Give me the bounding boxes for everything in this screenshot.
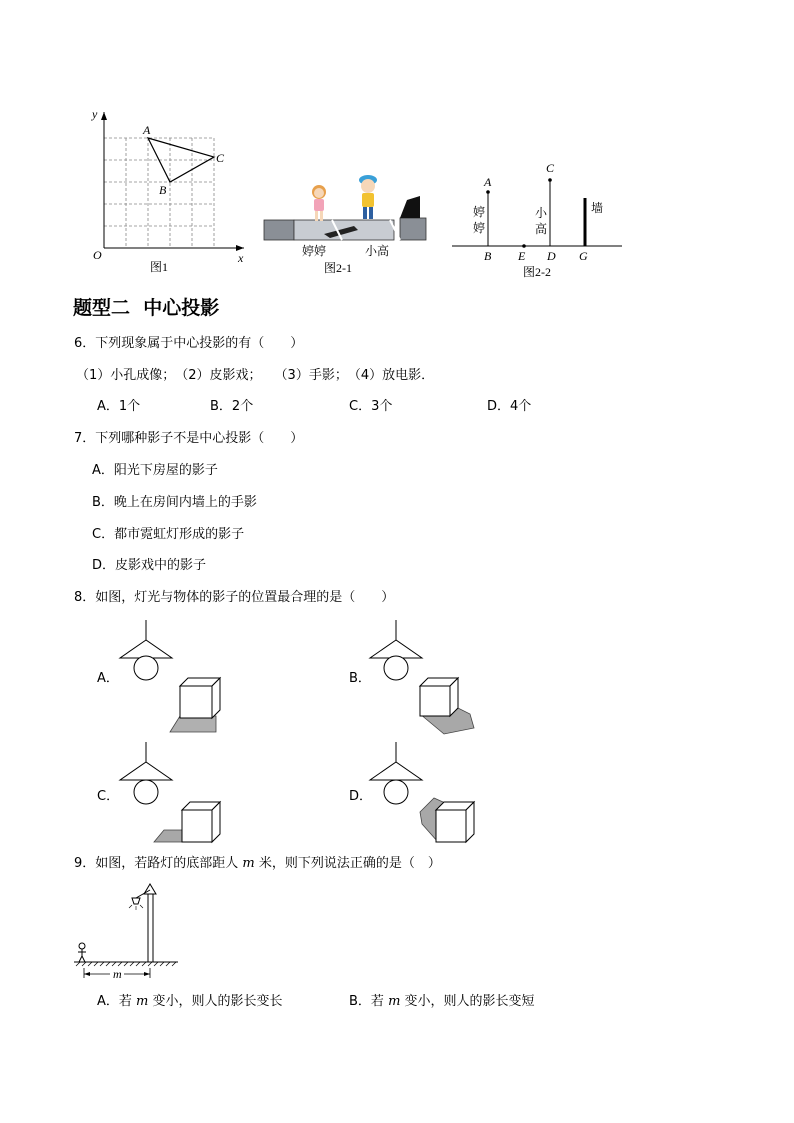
q9-stem-var: m <box>242 856 255 871</box>
fig1-point-a: A <box>143 123 151 137</box>
fig1-point-b: B <box>159 183 167 197</box>
q6-stem: 6．下列现象属于中心投影的有（ ） <box>74 336 304 351</box>
q6-option-d[interactable]: D．4个 <box>487 399 532 414</box>
ground-block-1 <box>264 220 294 240</box>
q9-option-a-pre: A．若 <box>97 994 137 1009</box>
q8-figure-c <box>112 740 232 850</box>
q8-figure-a <box>112 618 232 738</box>
q9-stem-pre: 9．如图，若路灯的底部距人 <box>74 856 243 871</box>
fig21-xiaogao-label: 小高 <box>365 244 390 258</box>
q7-option-c[interactable]: C．都市霓虹灯形成的影子 <box>92 527 245 542</box>
fig22-caption: 图2-2 <box>523 265 551 279</box>
figure-1-grid <box>84 100 254 280</box>
q8-option-a-label[interactable]: A． <box>97 671 119 686</box>
q9-option-b-post: 变小，则人的影长变短 <box>400 994 535 1009</box>
q9-fig-m-label: m <box>113 967 122 980</box>
fig22-wall-label: 墙 <box>591 201 604 215</box>
fig22-point-g: G <box>579 249 588 263</box>
q9-streetlight-figure <box>70 880 182 980</box>
q7-option-d[interactable]: D．皮影戏中的影子 <box>92 558 207 573</box>
q7-option-a[interactable]: A．阳光下房屋的影子 <box>92 463 218 478</box>
q9-option-b-var: m <box>388 994 401 1009</box>
figure-2-1-scene <box>262 168 430 278</box>
q6-option-c[interactable]: C．3个 <box>349 399 393 414</box>
fig22-tingting-label: 婷 婷 <box>473 205 486 235</box>
fig22-point-a: A <box>484 175 492 189</box>
q6-option-b[interactable]: B．2个 <box>210 399 254 414</box>
fig1-x-label: x <box>238 251 244 265</box>
q9-option-b-pre: B．若 <box>349 994 389 1009</box>
fig21-caption: 图2-1 <box>324 261 352 275</box>
fig1-caption: 图1 <box>150 260 169 274</box>
fig22-point-e: E <box>518 249 526 263</box>
fig1-origin-label: O <box>93 248 102 262</box>
q9-option-a-post: 变小，则人的影长变长 <box>148 994 283 1009</box>
q9-option-a-var: m <box>136 994 149 1009</box>
q8-option-b-label[interactable]: B． <box>349 671 371 686</box>
fig22-point-d: D <box>547 249 556 263</box>
fig22-point-c: C <box>546 161 555 175</box>
q6-option-a[interactable]: A．1个 <box>97 399 141 414</box>
q7-stem: 7．下列哪种影子不是中心投影（ ） <box>74 431 304 446</box>
fig21-tingting-label: 婷婷 <box>302 244 327 258</box>
q8-figure-b <box>364 618 484 738</box>
fig22-xiaogao-label: 小 高 <box>535 206 548 236</box>
fig22-point-b: B <box>484 249 492 263</box>
q8-stem: 8．如图，灯光与物体的影子的位置最合理的是（ ） <box>74 590 395 605</box>
q9-option-a[interactable] <box>97 994 283 1010</box>
boy-figure <box>359 175 377 219</box>
q9-option-b[interactable] <box>349 994 535 1010</box>
q8-option-c-label[interactable]: C． <box>97 789 120 804</box>
q9-stem-post: 米，则下列说法正确的是（ ） <box>254 856 441 871</box>
fig1-point-c: C <box>216 151 225 165</box>
wall-block <box>400 196 420 218</box>
ground-block-2 <box>400 218 426 240</box>
section-heading: 题型二 中心投影 <box>73 297 220 319</box>
q7-option-b[interactable]: B．晚上在房间内墙上的手影 <box>92 495 257 510</box>
q6-items: （1）小孔成像； （2）皮影戏； （3）手影； （4）放电影． <box>76 368 435 383</box>
fig1-y-label: y <box>92 107 98 121</box>
q9-stem <box>74 856 441 872</box>
girl-figure <box>312 185 326 221</box>
q8-option-d-label[interactable]: D． <box>349 789 373 804</box>
q8-figure-d <box>364 740 484 850</box>
